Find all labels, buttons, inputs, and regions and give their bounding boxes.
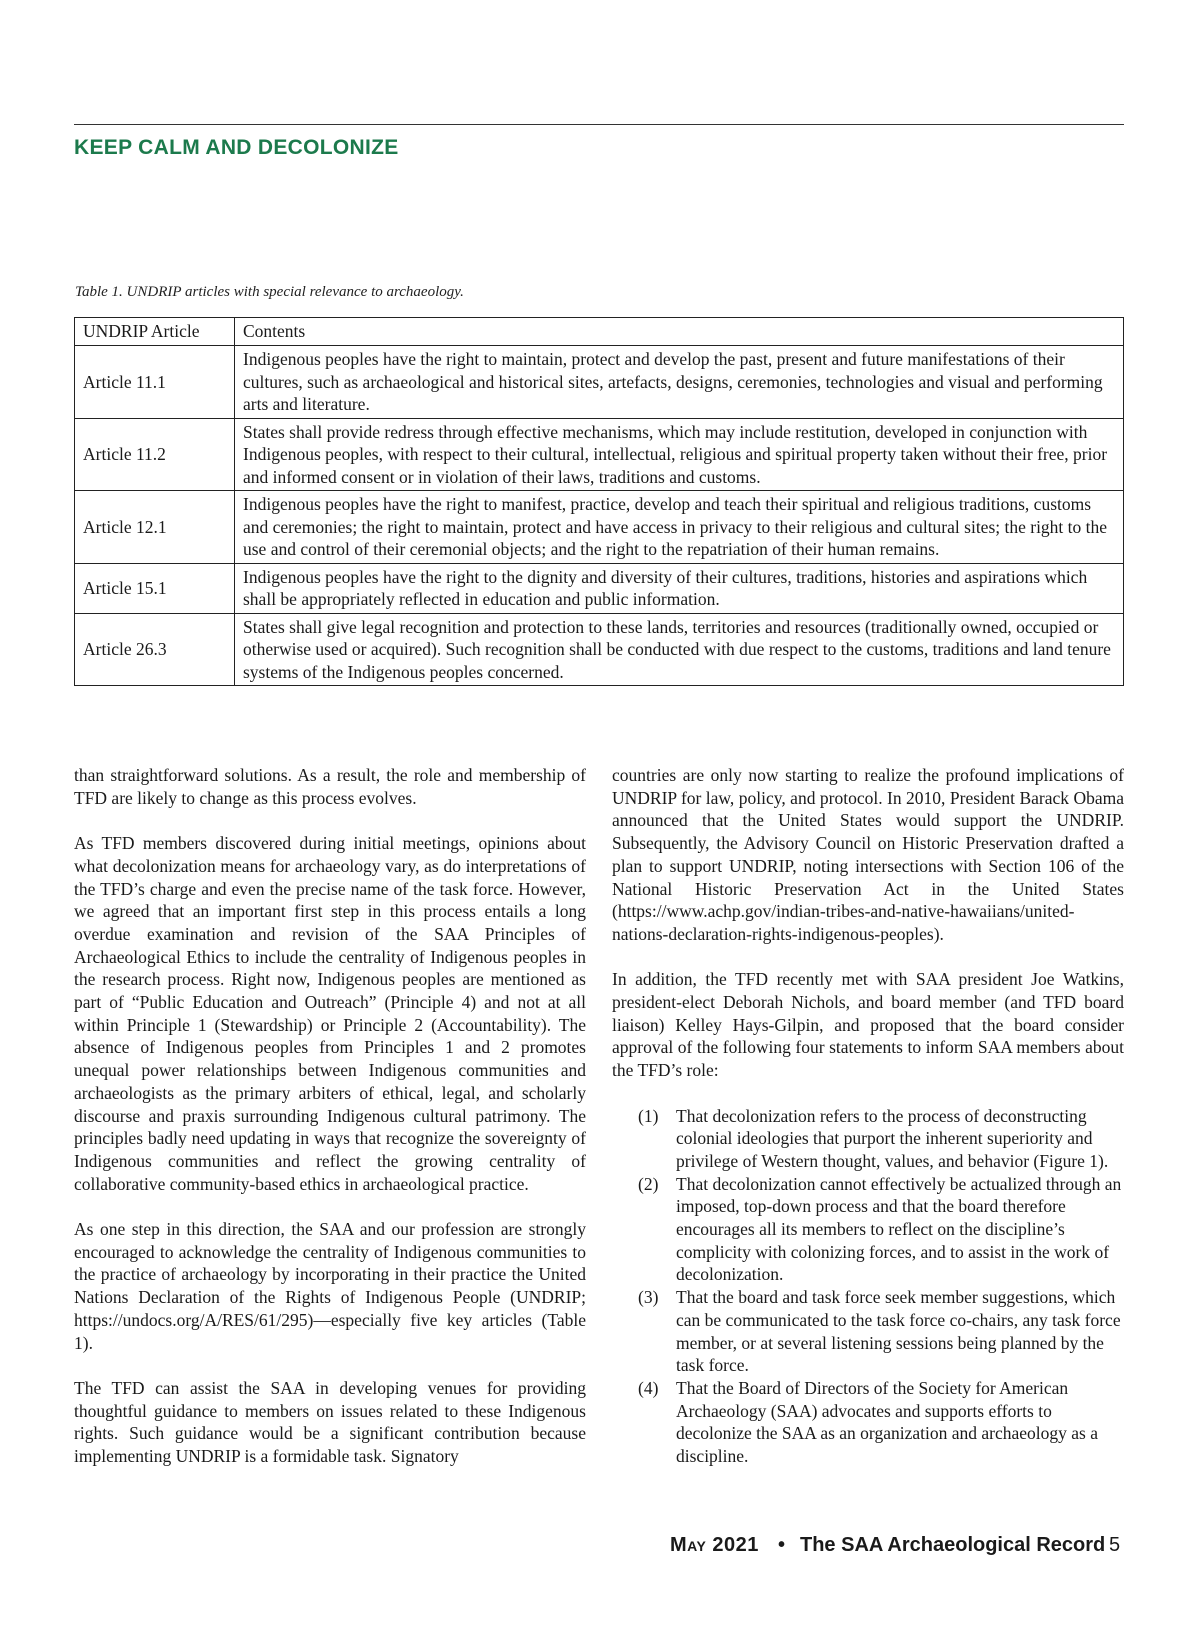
page-number: 5 [1109,1534,1121,1556]
article-cell: Article 15.1 [75,563,235,613]
body-paragraph: As one step in this direction, the SAA and our profession are strongly encouraged to acknowledge the centrality of Indigenous communities to the practice of archaeology by incorporating in their practice the United Nations Declaration of the Rights of Indigenous People (UNDRIP; https://undocs.org/A/RES/61/295)—especially five key articles (Table 1). [74,1219,586,1353]
table-row [75,418,1124,491]
body-paragraph: In addition, the TFD recently met with SAA president Joe Watkins, president-elect Deborah Nichols, and board member (and TFD board liaison) Kelley Hays-Gilpin, and proposed that the board consider approval of the following four statements to inform SAA members about the TFD’s role: [612,969,1124,1081]
undrip-table [74,317,1124,686]
list-number: (4) [638,1377,659,1398]
body-paragraph: countries are only now starting to realize the profound implications of UNDRIP for law, policy, and protocol. In 2010, President Barack Obama announced that the United States would support the UNDRIP. Subsequently, the Advisory Council on Historic Preservation drafted a plan to support UNDRIP, noting intersections with Section 106 of the National Historic Preservation Act in the United States (https://www.achp.gov/indian-tribes-and-native-hawaiians/united-nations-declaration-rights-indigenous-peoples). [612,765,1124,944]
list-item [638,1173,1124,1287]
column-header-article: UNDRIP Article [75,318,235,346]
list-item [638,1377,1124,1468]
list-item [638,1286,1124,1377]
header-rule [74,124,1124,125]
list-item-text: That decolonization cannot effectively be actualized through an imposed, top-down process and that the board therefore encourages all its members to reflect on the discipline’s complicity with colonizing forces, and to assist in the work of decolonization. [676,1173,1122,1285]
issue-date: May 2021 [670,1534,759,1556]
contents-cell: Indigenous peoples have the right to the dignity and diversity of their cultures, traditions, histories and aspirations which shall be appropriately reflected in education and public information. [235,563,1124,613]
article-cell: Article 12.1 [75,491,235,564]
contents-cell: States shall provide redress through effective mechanisms, which may include restitution, developed in conjunction with Indigenous peoples, with respect to their cultural, intellectual, religious and spiritual property taken without their free, prior and informed consent or in violation of their laws, traditions and customs. [235,418,1124,491]
footer-bullet: • [778,1534,786,1556]
contents-cell: States shall give legal recognition and protection to these lands, territories and resources (traditionally owned, occupied or otherwise used or acquired). Such recognition shall be conducted with due respect to the customs, traditions and land tenure systems of the Indigenous peoples concerned. [235,613,1124,686]
article-cell: Article 11.2 [75,418,235,491]
table-header-row [75,318,1124,346]
article-cell: Article 11.1 [75,346,235,419]
body-paragraph: The TFD can assist the SAA in developing venues for providing thoughtful guidance to members on issues related to these Indigenous rights. Such guidance would be a significant contribution because implementing UNDRIP is a formidable task. Signatory [74,1377,586,1467]
journal-title: The SAA Archaeological Record [800,1534,1106,1556]
list-number: (2) [638,1173,659,1194]
body-paragraph: than straightforward solutions. As a result, the role and membership of TFD are likely to change as this process evolves. [74,765,586,808]
list-number: (1) [638,1105,659,1126]
list-item-text: That the board and task force seek member suggestions, which can be communicated to the task force co-chairs, any task force member, or at several listening sessions being planned by the task force. [676,1287,1121,1376]
contents-cell: Indigenous peoples have the right to maintain, protect and develop the past, present and future manifestations of their cultures, such as archaeological and historical sites, artefacts, designs, ceremonies, technologies and visual and performing arts and literature. [235,346,1124,419]
table-caption: Table 1. UNDRIP articles with special relevance to archaeology. [75,284,464,300]
left-column [74,764,586,1490]
article-cell: Article 26.3 [75,613,235,686]
table-row [75,563,1124,613]
right-column [612,764,1124,1468]
list-number: (3) [638,1287,659,1308]
column-header-contents: Contents [235,318,1124,346]
table-row [75,491,1124,564]
list-item-text: That decolonization refers to the process of deconstructing colonial ideologies that purport the inherent superiority and privilege of Western thought, values, and behavior (Figure 1). [676,1105,1109,1171]
list-item-text: That the Board of Directors of the Society for American Archaeology (SAA) advocates and supports efforts to decolonize the SAA as an organization and archaeology as a discipline. [676,1377,1098,1467]
table-row [75,613,1124,686]
body-paragraph: As TFD members discovered during initial meetings, opinions about what decolonization means for archaeology vary, as do interpretations of the TFD’s charge and even the precise name of the task force. However, we agreed that an important first step in this process entails a long overdue examination and revision of the SAA Principles of Archaeological Ethics to include the centrality of Indigenous peoples in the research process. Right now, Indigenous peoples are mentioned as part of “Public Education and Outreach” (Principle 4) and not at all within Principle 1 (Stewardship) or Principle 2 (Accountability). The absence of Indigenous peoples from Principles 1 and 2 promotes unequal power relationships between Indigenous communities and archaeologists as the primary arbiters of ethical, legal, and scholarly discourse and praxis surrounding Indigenous cultural patrimony. The principles badly need updating in ways that recognize the sovereignty of Indigenous communities and reflect the growing centrality of collaborative community-based ethics in archaeological practice. [74,833,586,1194]
statements-list [612,1105,1124,1468]
list-item [638,1105,1124,1173]
section-title: KEEP CALM AND DECOLONIZE [74,136,399,159]
table-row [75,346,1124,419]
contents-cell: Indigenous peoples have the right to manifest, practice, develop and teach their spiritual and religious traditions, customs and ceremonies; the right to maintain, protect and have access in privacy to their religious and cultural sites; the right to the use and control of their ceremonial objects; and the right to the repatriation of their human remains. [235,491,1124,564]
